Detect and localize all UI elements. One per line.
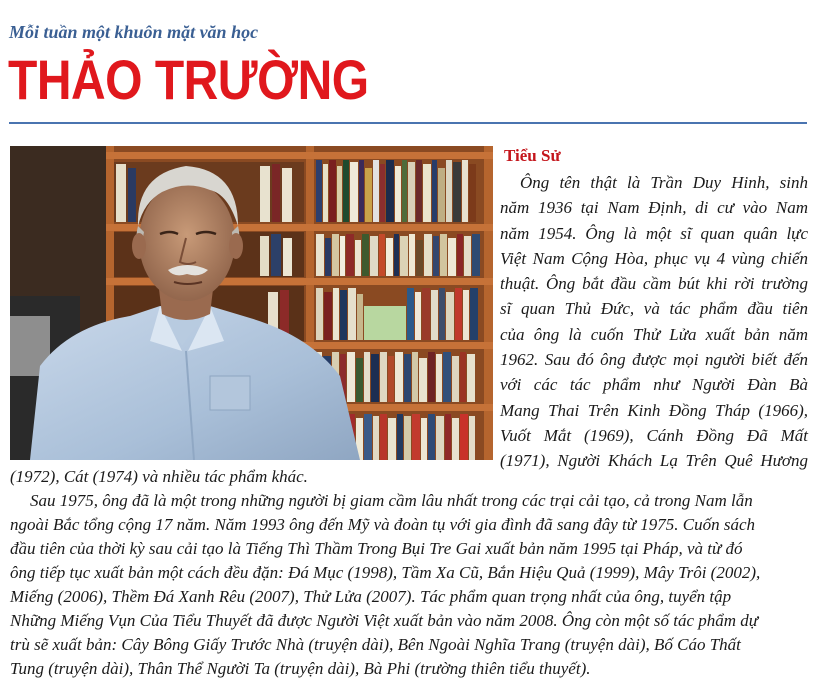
bio-side-line: sĩ quan Thủ Đức, và tác phẩm đầu tiên — [500, 299, 808, 319]
kicker-line: Mỗi tuần một khuôn mặt văn học — [9, 22, 259, 42]
bio-full-line: đầu tiên của thời kỳ sau cải tạo là Tiếng Thì Thầm Trong Bụi Tre Gai xuất bản năm 1995 tại Pháp, và từ đó — [10, 539, 743, 558]
bio-side-line: thuật. Ông bắt đầu cầm bút khi rời trường — [500, 274, 808, 294]
bio-side-text — [500, 170, 808, 474]
bio-full-line: Những Miếng Vụn Của Tiểu Thuyết đã được Người Việt xuất bản vào năm 2008. Ông còn một số tác phẩm dự — [10, 611, 759, 630]
bio-full-line: Sau 1975, ông đã là một trong những người bị giam cầm lâu nhất trong các trại cải tạo, cả trong Nam lẫn — [30, 491, 753, 510]
bio-full-line: ông tiếp tục xuất bản một cách đều đặn: Đá Mục (1998), Tầm Xa Cũ, Bắn Hiệu Quả (1999), Mây Trôi (2002), — [10, 563, 761, 582]
bio-side-line: Việt Nam Cộng Hòa, phục vụ 4 vùng chiến — [500, 248, 808, 268]
bio-side-line: Vuốt Mắt (1969), Cánh Đồng Đã Mất — [500, 425, 808, 445]
bio-side-line: với các tác phẩm như Người Đàn Bà — [500, 375, 808, 395]
bio-side-line: Ông tên thật là Trần Duy Hinh, sinh — [520, 173, 808, 192]
bio-full-line: Miếng (2006), Thềm Đá Xanh Rêu (2007), Thử Lửa (2007). Tác phẩm quan trọng nhất của ông, tuyển tập — [10, 587, 732, 606]
bio-side-line: năm 1936 tại Nam Định, di cư vào Nam — [500, 198, 808, 218]
header-rule — [9, 122, 807, 124]
bio-side-line: Mang Thai Trên Kinh Đồng Tháp (1966), — [500, 400, 808, 420]
bio-heading: Tiểu Sử — [504, 146, 561, 165]
bio-full-line: Tung (truyện dài), Thân Thể Người Ta (truyện dài), Bà Phi (trường thiên tiểu thuyết). — [10, 659, 591, 678]
bio-full-line: trù sẽ xuất bản: Cây Bông Giấy Trước Nhà (truyện dài), Bên Ngoài Nghĩa Trang (truyện dài), Bố Cáo Thất — [10, 635, 741, 654]
bio-full-text — [10, 465, 808, 681]
bio-full-line: ngoài Bắc tổng cộng 17 năm. Năm 1993 ông đến Mỹ và đoàn tụ với gia đình đã sang đây từ 1975. Cuốn sách — [10, 515, 756, 534]
author-photo — [10, 146, 493, 460]
bio-full-line: (1972), Cát (1974) và nhiều tác phẩm khác. — [10, 467, 308, 486]
bio-side-line: (1971), Người Khách Lạ Trên Quê Hương — [500, 451, 808, 471]
page-title: THẢO TRƯỜNG — [8, 50, 369, 112]
bio-side-line: năm 1954. Ông là một sĩ quan quân lực — [500, 223, 808, 243]
bio-side-line: của ông là cuốn Thử Lửa xuất bản năm — [500, 324, 808, 344]
bio-side-line: 1962. Sau đó ông được mọi người biết đến — [500, 350, 808, 370]
